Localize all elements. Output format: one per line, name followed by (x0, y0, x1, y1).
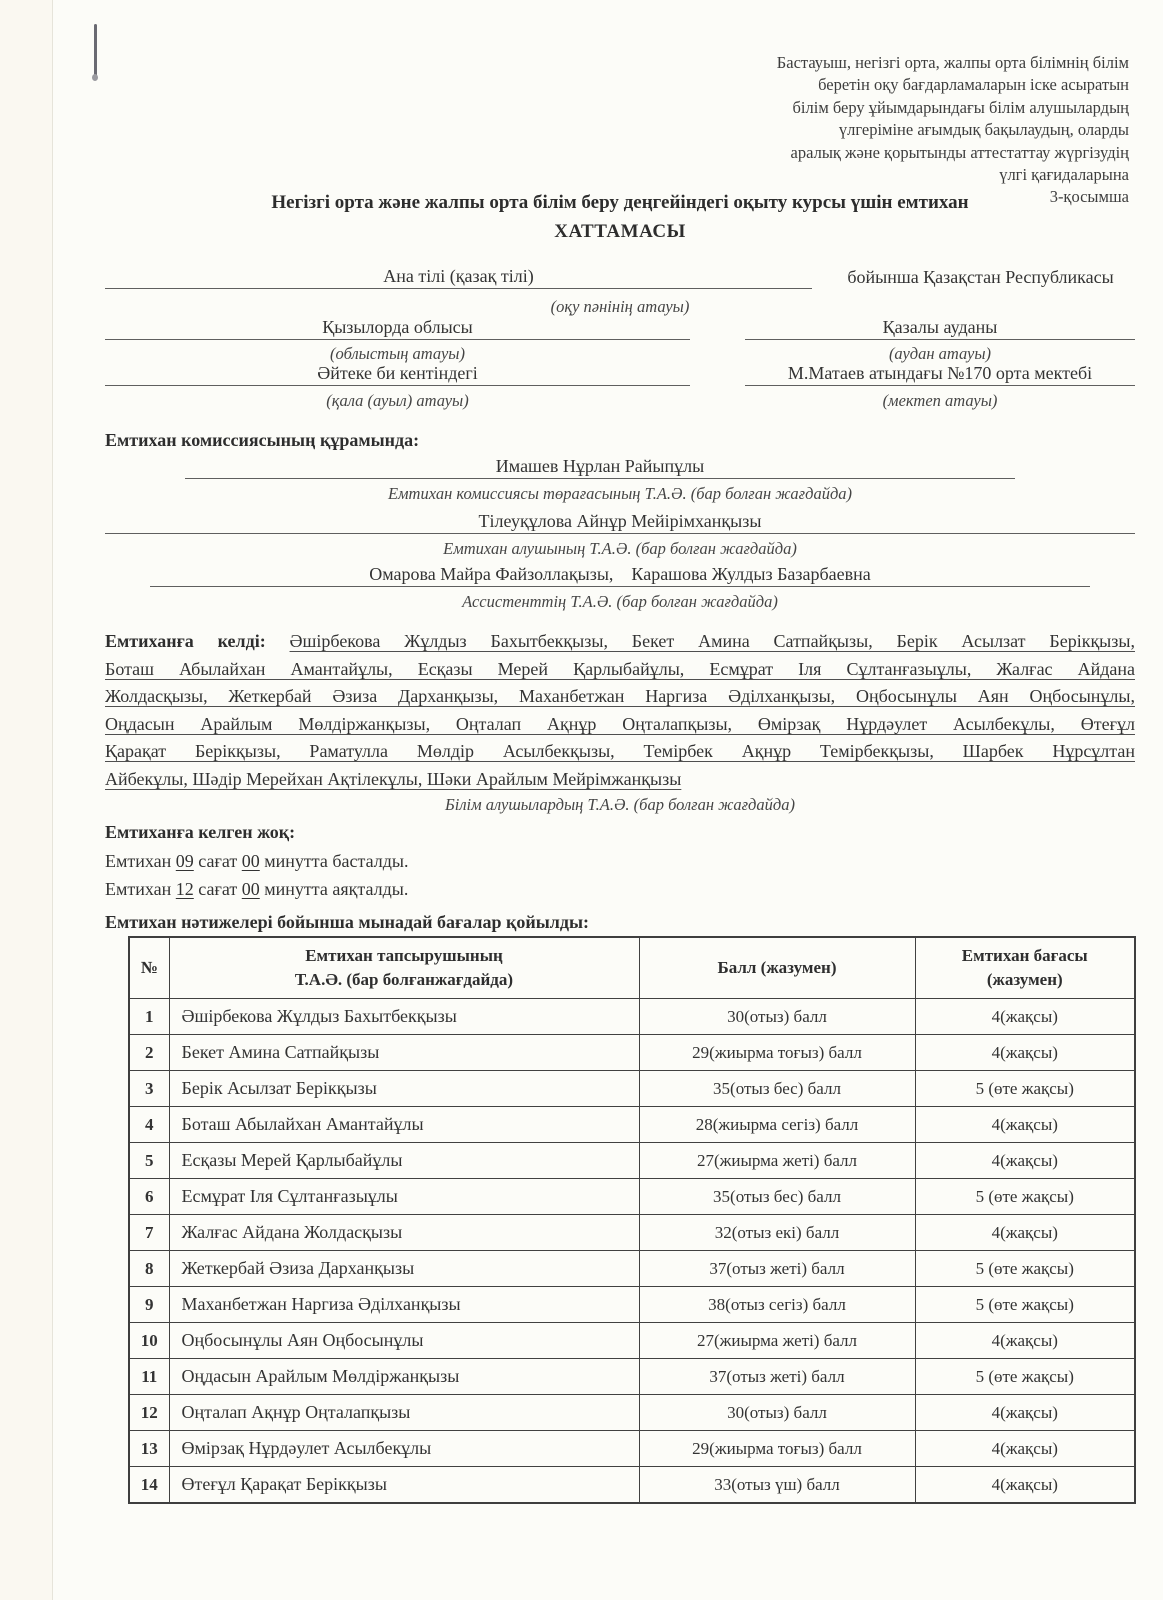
appendix-line: үлгеріміне ағымдық бақылаудың, оларды (838, 120, 1129, 140)
appendix-line: 3-қосымша (1049, 187, 1129, 207)
cell-grade: 5 (өте жақсы) (915, 1179, 1135, 1215)
header-grade-line1: Емтихан бағасы (961, 946, 1088, 965)
table-row (129, 1215, 1135, 1251)
cell-num: 6 (129, 1179, 169, 1215)
table-row (129, 1107, 1135, 1143)
appendix-line: үлгі қағидаларына (999, 165, 1129, 185)
cell-score: 35(отыз бес) балл (639, 1179, 915, 1215)
attendance-line (105, 628, 1135, 656)
attendance-names: Айбекұлы, Шәдір Мерейхан Ақтілекұлы, Шәки Арайлым Мейрімжанқызы (105, 768, 682, 789)
appendix-reference-block (649, 52, 1129, 209)
cell-grade: 4(жақсы) (915, 1323, 1135, 1359)
cell-score: 38(отыз сегіз) балл (639, 1287, 915, 1323)
cell-num: 7 (129, 1215, 169, 1251)
end-post: минутта аяқталды. (264, 879, 409, 899)
table-row (129, 1467, 1135, 1504)
header-score: Балл (жазумен) (639, 937, 915, 999)
table-row (129, 1143, 1135, 1179)
cell-grade: 5 (өте жақсы) (915, 1287, 1135, 1323)
cell-grade: 4(жақсы) (915, 1467, 1135, 1504)
table-row (129, 1323, 1135, 1359)
attendance-names: Жолдасқызы, Жеткербай Әзиза Дарханқызы, Маханбетжан Наргиза Әділханқызы, Оңбосынұлы Аян Оңбосынұлы, (105, 686, 1135, 707)
pen-mark-artifact (94, 24, 97, 76)
table-header-row (129, 937, 1135, 999)
header-grade-line2: (жазумен) (986, 970, 1063, 989)
cell-num: 9 (129, 1287, 169, 1323)
commission-chair-name: Имашев Нұрлан Райыпұлы (185, 456, 1015, 479)
cell-num: 14 (129, 1467, 169, 1504)
exam-end-time-line (105, 879, 408, 900)
table-row (129, 1395, 1135, 1431)
cell-grade: 5 (өте жақсы) (915, 1359, 1135, 1395)
region-district-row (105, 317, 1135, 340)
cell-name: Берік Асылзат Берікқызы (169, 1071, 639, 1107)
attendance-names: Оңдасын Арайлым Мөлдіржанқызы, Оңталап Ақнұр Оңталапқызы, Өмірзақ Нұрдәулет Асылбекұлы, Өтеғұл (105, 713, 1135, 734)
cell-score: 27(жиырма жеті) балл (639, 1143, 915, 1179)
cell-name: Маханбетжан Наргиза Әділханқызы (169, 1287, 639, 1323)
document-title-line1: Негізгі орта және жалпы орта білім беру деңгейіндегі оқыту курсы үшін емтихан (271, 192, 969, 213)
cell-score: 30(отыз) балл (639, 1395, 915, 1431)
settlement-field-caption: (қала (ауыл) атауы) (326, 391, 469, 410)
attendance-names: Әшірбекова Жұлдыз Бахытбекқызы, Бекет Амина Сатпайқызы, Берік Асылзат Берікқызы, (289, 631, 1135, 651)
header-grade (915, 937, 1135, 999)
results-section-heading: Емтихан нәтижелері бойынша мынадай бағалар қойылды: (105, 912, 589, 932)
attendance-line (105, 766, 1135, 794)
header-name-line2: Т.А.Ә. (бар болғанжағдайда) (294, 970, 514, 989)
cell-name: Бекет Амина Сатпайқызы (169, 1035, 639, 1071)
cell-score: 32(отыз екі) балл (639, 1215, 915, 1251)
appendix-line: беретін оқу бағдарламаларын іске асыратын (818, 75, 1129, 95)
settlement-school-row (105, 363, 1135, 386)
appendix-line: Бастауыш, негізгі орта, жалпы орта білімнің білім (776, 53, 1129, 72)
attendance-caption: Білім алушылардың Т.А.Ә. (бар болған жағдайда) (445, 795, 795, 814)
start-minute-value: 00 (241, 851, 260, 871)
school-field-value: М.Матаев атындағы №170 орта мектебі (745, 363, 1135, 386)
subject-field-caption: (оқу пәнінің атауы) (550, 297, 690, 316)
appendix-line: білім беру ұйымдарындағы білім алушылардың (792, 97, 1129, 117)
cell-num: 3 (129, 1071, 169, 1107)
cell-name: Өтеғұл Қарақат Берікқызы (169, 1467, 639, 1504)
table-row (129, 1179, 1135, 1215)
start-hour-value: 09 (175, 851, 194, 871)
cell-score: 30(отыз) балл (639, 999, 915, 1035)
document-title-line2: ХАТТАМАСЫ (554, 221, 686, 242)
table-row (129, 1251, 1135, 1287)
cell-score: 28(жиырма сегіз) балл (639, 1107, 915, 1143)
table-row (129, 1035, 1135, 1071)
cell-grade: 5 (өте жақсы) (915, 1071, 1135, 1107)
cell-grade: 4(жақсы) (915, 999, 1135, 1035)
commission-chair-caption: Емтихан комиссиясы төрағасының Т.А.Ә. (бар болған жағдайда) (387, 484, 853, 503)
attendance-line (105, 683, 1135, 711)
cell-score: 27(жиырма жеті) балл (639, 1323, 915, 1359)
start-mid: сағат (198, 851, 238, 871)
scan-edge-strip (0, 0, 53, 1600)
attendance-line (105, 738, 1135, 766)
district-field-value: Қазалы ауданы (745, 317, 1135, 340)
exam-results-table (128, 936, 1136, 1504)
cell-score: 37(отыз жеті) балл (639, 1251, 915, 1287)
district-field-caption: (аудан атауы) (888, 344, 992, 363)
cell-name: Есмұрат Іля Сұлтанғазыұлы (169, 1179, 639, 1215)
cell-grade: 4(жақсы) (915, 1431, 1135, 1467)
cell-num: 2 (129, 1035, 169, 1071)
examiner-caption: Емтихан алушының Т.А.Ә. (бар болған жағдайда) (443, 539, 797, 558)
cell-grade: 4(жақсы) (915, 1395, 1135, 1431)
cell-name: Жеткербай Әзиза Дарханқызы (169, 1251, 639, 1287)
cell-grade: 4(жақсы) (915, 1107, 1135, 1143)
end-pre: Емтихан (105, 879, 172, 899)
table-row (129, 1431, 1135, 1467)
end-hour-value: 12 (175, 879, 194, 899)
pen-mark-dot (92, 74, 98, 81)
commission-section-heading: Емтихан комиссиясының құрамында: (105, 430, 420, 450)
subject-field-row (105, 266, 1135, 289)
cell-name: Жалғас Айдана Жолдасқызы (169, 1215, 639, 1251)
table-row (129, 1071, 1135, 1107)
cell-num: 1 (129, 999, 169, 1035)
subject-field-value: Ана тілі (қазақ тілі) (105, 266, 812, 289)
cell-grade: 4(жақсы) (915, 1035, 1135, 1071)
attendance-paragraph (105, 628, 1135, 794)
cell-grade: 5 (өте жақсы) (915, 1251, 1135, 1287)
start-post: минутта басталды. (264, 851, 409, 871)
cell-name: Боташ Абылайхан Амантайұлы (169, 1107, 639, 1143)
cell-score: 35(отыз бес) балл (639, 1071, 915, 1107)
examiner-name: Тілеуқұлова Айнұр Мейірімханқызы (105, 511, 1135, 534)
cell-score: 33(отыз үш) балл (639, 1467, 915, 1504)
appendix-line: аралық және қорытынды аттестаттау жүргізудің (790, 142, 1129, 162)
cell-num: 4 (129, 1107, 169, 1143)
cell-num: 13 (129, 1431, 169, 1467)
cell-num: 10 (129, 1323, 169, 1359)
header-name (169, 937, 639, 999)
end-minute-value: 00 (241, 879, 260, 899)
attendance-label: Емтиханға келді: (105, 631, 290, 651)
cell-num: 8 (129, 1251, 169, 1287)
cell-grade: 4(жақсы) (915, 1215, 1135, 1251)
cell-name: Әшірбекова Жұлдыз Бахытбекқызы (169, 999, 639, 1035)
cell-score: 29(жиырма тоғыз) балл (639, 1035, 915, 1071)
header-name-line1: Емтихан тапсырушының (305, 946, 503, 965)
cell-score: 29(жиырма тоғыз) балл (639, 1431, 915, 1467)
cell-name: Есқазы Мерей Қарлыбайұлы (169, 1143, 639, 1179)
cell-num: 11 (129, 1359, 169, 1395)
cell-num: 12 (129, 1395, 169, 1431)
cell-name: Өмірзақ Нұрдәулет Асылбекұлы (169, 1431, 639, 1467)
assistants-caption: Ассистенттің Т.А.Ә. (бар болған жағдайда) (462, 592, 778, 611)
header-num: № (129, 937, 169, 999)
cell-name: Оңталап Ақнұр Оңталапқызы (169, 1395, 639, 1431)
table-row (129, 1287, 1135, 1323)
table-row (129, 999, 1135, 1035)
cell-score: 37(отыз жеті) балл (639, 1359, 915, 1395)
settlement-field-value: Әйтеке би кентіндегі (105, 363, 690, 386)
region-district-captions (105, 344, 1135, 364)
table-row (129, 1359, 1135, 1395)
school-field-caption: (мектеп атауы) (882, 391, 998, 410)
subject-suffix-text: бойынша Қазақстан Республикасы (847, 267, 1114, 287)
assistants-names: Омарова Майра Файзоллақызы, Карашова Жулдыз Базарбаевна (150, 564, 1090, 587)
attendance-names: Боташ Абылайхан Амантайұлы, Есқазы Мерей Қарлыбайұлы, Есмұрат Іля Сұлтанғазыұлы, Жалғас Айдана (105, 658, 1135, 679)
absent-section-heading: Емтиханға келген жоқ: (105, 822, 296, 842)
attendance-names: Қарақат Берікқызы, Раматулла Мөлдір Асылбекқызы, Темірбек Ақнұр Темірбекқызы, Шарбек Нұрсұлтан (105, 741, 1135, 762)
cell-name: Оңдасын Арайлым Мөлдіржанқызы (169, 1359, 639, 1395)
cell-name: Оңбосынұлы Аян Оңбосынұлы (169, 1323, 639, 1359)
start-pre: Емтихан (105, 851, 172, 871)
exam-start-time-line (105, 851, 408, 872)
end-mid: сағат (198, 879, 238, 899)
cell-num: 5 (129, 1143, 169, 1179)
cell-grade: 4(жақсы) (915, 1143, 1135, 1179)
attendance-line (105, 656, 1135, 684)
region-field-value: Қызылорда облысы (105, 317, 690, 340)
attendance-line (105, 711, 1135, 739)
settlement-school-captions (105, 391, 1135, 411)
region-field-caption: (облыстың атауы) (330, 344, 465, 363)
